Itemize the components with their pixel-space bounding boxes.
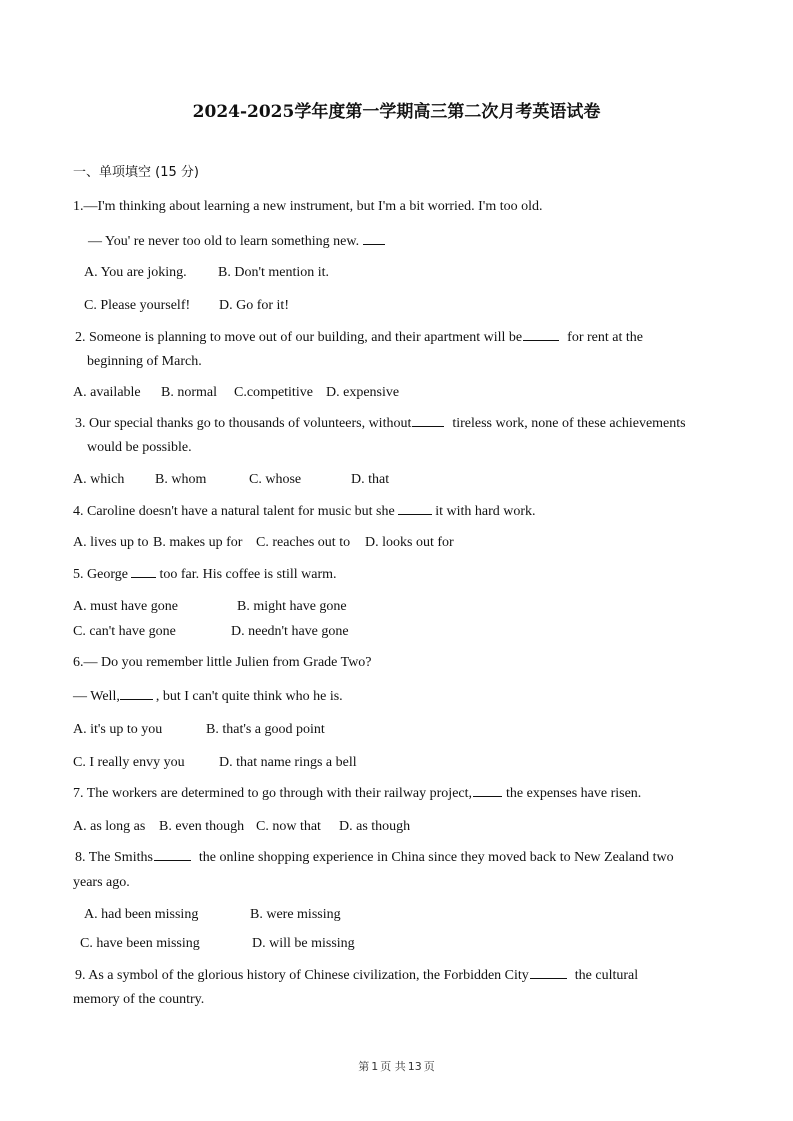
page-footer xyxy=(0,1058,793,1074)
q3-option-d: D. that xyxy=(351,472,390,487)
answer-blank xyxy=(120,687,153,700)
answer-blank xyxy=(473,784,502,797)
footer-suffix: 页 xyxy=(423,1060,435,1073)
q2-option-b: B. normal xyxy=(161,385,217,400)
q1-stem: 1.—I'm thinking about learning a new instrument, but I'm a bit worried. I'm too old. xyxy=(73,199,543,214)
page-number: 1 xyxy=(371,1060,379,1073)
q3-option-c: C. whose xyxy=(249,472,302,487)
q4-option-c: C. reaches out to xyxy=(256,535,351,550)
q4-option-b: B. makes up for xyxy=(153,535,243,550)
q8-option-a: A. had been missing xyxy=(84,907,199,922)
q9-stem: 9. As a symbol of the glorious history of Chinese civilization, the Forbidden City the cultural xyxy=(75,968,639,983)
answer-blank xyxy=(131,565,156,578)
q7-option-a: A. as long as xyxy=(73,819,146,834)
answer-blank xyxy=(363,232,385,245)
q2-option-d: D. expensive xyxy=(326,385,400,400)
q8-option-c: C. have been missing xyxy=(80,936,200,951)
q2-option-c: C.competitive xyxy=(234,385,313,400)
q2-stem-cont: beginning of March. xyxy=(87,354,202,369)
q1-option-d: D. Go for it! xyxy=(219,298,289,313)
footer-prefix: 第 xyxy=(358,1060,370,1073)
q1-option-b: B. Don't mention it. xyxy=(218,265,330,280)
exam-title: 2024-2025学年度第一学期高三第二次月考英语试卷 xyxy=(192,102,601,122)
q4-stem: 4. Caroline doesn't have a natural talent for music but she it with hard work. xyxy=(73,504,536,519)
q7-stem: 7. The workers are determined to go through with their railway project, the expenses have risen. xyxy=(73,786,642,801)
q2-option-a: A. available xyxy=(73,385,141,400)
q5-option-b: B. might have gone xyxy=(237,599,347,614)
answer-blank xyxy=(523,328,559,341)
q6-option-a: A. it's up to you xyxy=(73,722,163,737)
footer-mid: 页 共 xyxy=(380,1060,406,1073)
q7-option-c: C. now that xyxy=(256,819,321,834)
q3-stem: 3. Our special thanks go to thousands of volunteers, without tireless work, none of these achievements xyxy=(75,416,686,431)
answer-blank xyxy=(398,502,432,515)
q6-option-c: C. I really envy you xyxy=(73,755,185,770)
q9-stem-cont: memory of the country. xyxy=(73,992,205,1007)
q5-option-c: C. can't have gone xyxy=(73,624,176,639)
q4-option-d: D. looks out for xyxy=(365,535,454,550)
q4-option-a: A. lives up to xyxy=(73,535,149,550)
answer-blank xyxy=(530,966,567,979)
q7-option-d: D. as though xyxy=(339,819,411,834)
q5-option-d: D. needn't have gone xyxy=(231,624,349,639)
q6-reply: — Well, , but I can't quite think who he is. xyxy=(73,689,343,704)
q1-option-a: A. You are joking. xyxy=(84,265,187,280)
page-total: 13 xyxy=(407,1060,422,1073)
q8-option-b: B. were missing xyxy=(250,907,341,922)
q3-option-b: B. whom xyxy=(155,472,207,487)
q8-stem: 8. The Smiths the online shopping experience in China since they moved back to New Zealand two xyxy=(75,850,674,865)
q6-option-b: B. that's a good point xyxy=(206,722,325,737)
q2-stem: 2. Someone is planning to move out of our building, and their apartment will be for rent at the xyxy=(75,330,643,345)
q6-option-d: D. that name rings a bell xyxy=(219,755,357,770)
section-heading: 一、单项填空 (15 分) xyxy=(73,165,199,180)
q7-option-b: B. even though xyxy=(159,819,245,834)
q8-stem-cont: years ago. xyxy=(73,875,130,890)
q5-option-a: A. must have gone xyxy=(73,599,178,614)
q5-stem: 5. George too far. His coffee is still warm. xyxy=(73,567,337,582)
q3-stem-cont: would be possible. xyxy=(87,440,192,455)
q1-option-c: C. Please yourself! xyxy=(84,298,191,313)
q8-option-d: D. will be missing xyxy=(252,936,355,951)
answer-blank xyxy=(154,848,191,861)
q6-stem: 6.— Do you remember little Julien from Grade Two? xyxy=(73,655,372,670)
q1-reply: — You' re never too old to learn something new. xyxy=(88,232,385,251)
q3-option-a: A. which xyxy=(73,472,125,487)
answer-blank xyxy=(412,414,444,427)
